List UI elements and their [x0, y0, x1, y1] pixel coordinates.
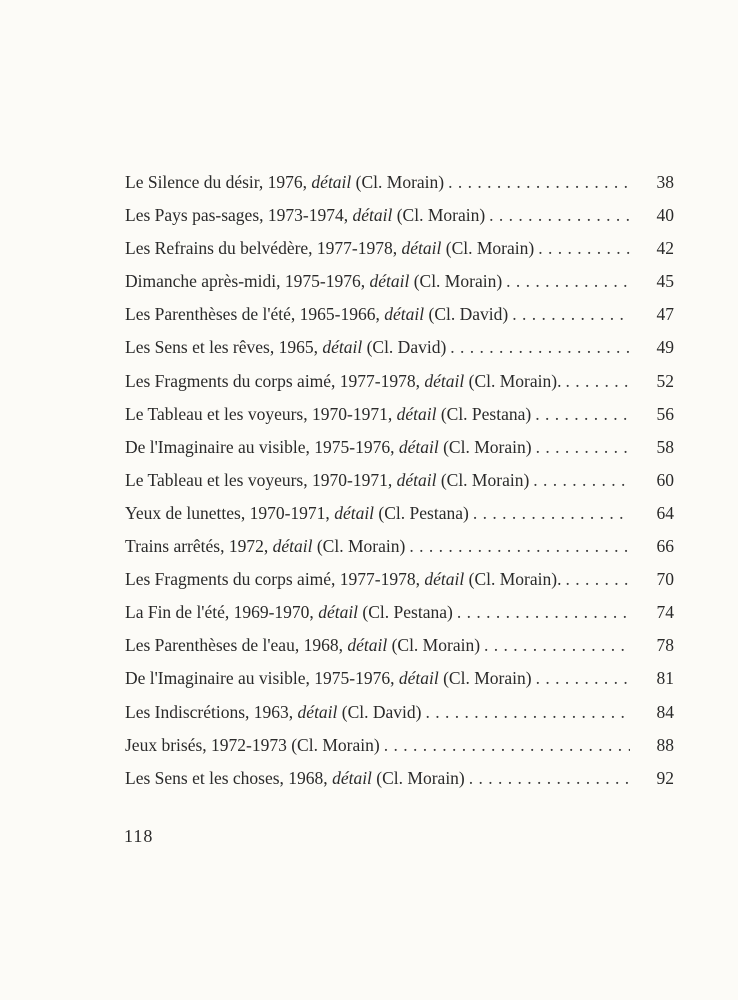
- page-number: 60: [656, 469, 674, 490]
- entry-title: Les Parenthèses de l'été, 1965-1966,: [125, 304, 385, 325]
- entry-title: Les Fragments du corps aimé, 1977-1978,: [125, 370, 425, 391]
- entry-credit: (Cl. Morain): [392, 205, 486, 226]
- entry-title: Les Fragments du corps aimé, 1977-1978,: [125, 569, 425, 590]
- page-number: 64: [656, 502, 674, 523]
- dot-leader: [409, 536, 630, 557]
- entry-title: Yeux de lunettes, 1970-1971,: [125, 502, 335, 523]
- toc-entry: [125, 271, 674, 304]
- toc-entry: [125, 635, 674, 668]
- toc-entry: [125, 238, 674, 271]
- page-number: 42: [656, 238, 674, 259]
- dot-leader: [565, 371, 630, 392]
- entry-title: La Fin de l'été, 1969-1970,: [125, 602, 319, 623]
- dot-leader: [512, 304, 630, 325]
- page-number: 88: [656, 734, 674, 755]
- page-number: 58: [656, 436, 674, 457]
- entry-credit: (Cl. Morain): [387, 635, 481, 656]
- entry-title: Dimanche après-midi, 1975-1976,: [125, 271, 370, 292]
- entry-credit: (Cl. Morain): [371, 767, 465, 788]
- toc-entry: [125, 205, 674, 238]
- page-number: 66: [656, 536, 674, 557]
- page-number: 49: [656, 337, 674, 358]
- entry-detail: détail: [297, 701, 338, 722]
- folio-page-number: 118: [124, 826, 154, 846]
- dot-leader: [484, 635, 630, 656]
- entry-credit: (Cl. David): [424, 304, 509, 325]
- page-number: 78: [656, 635, 674, 656]
- page-number: 47: [656, 304, 674, 325]
- entry-detail: détail: [311, 172, 352, 192]
- page-number: 40: [656, 205, 674, 226]
- entry-detail: détail: [401, 238, 442, 259]
- entry-credit: (Cl. Morain): [286, 734, 380, 755]
- dot-leader: [457, 602, 630, 623]
- entry-detail: détail: [369, 271, 410, 292]
- toc-entry: [125, 172, 674, 205]
- entry-detail: détail: [272, 536, 313, 557]
- page-number: 38: [656, 172, 674, 192]
- entry-detail: détail: [396, 469, 437, 490]
- entry-title: Le Silence du désir, 1976,: [125, 172, 312, 192]
- entry-detail: détail: [332, 767, 372, 788]
- entry-credit: (Cl. Morain): [351, 172, 445, 192]
- entry-credit: (Cl. Morain).: [464, 569, 562, 590]
- dot-leader: [536, 668, 630, 689]
- entry-credit: (Cl. Morain): [409, 271, 503, 292]
- dot-leader: [426, 702, 631, 723]
- dot-leader: [533, 470, 630, 491]
- entry-credit: (Cl. David): [337, 701, 422, 722]
- dot-leader: [506, 271, 630, 292]
- entry-detail: détail: [424, 370, 465, 391]
- toc-entry: [125, 768, 674, 801]
- entry-detail: détail: [334, 502, 375, 523]
- dot-leader: [535, 404, 630, 425]
- page-number: 56: [656, 403, 674, 424]
- toc-entry: [125, 503, 674, 536]
- entry-detail: détail: [398, 668, 439, 689]
- entry-title: Le Tableau et les voyeurs, 1970-1971,: [125, 469, 397, 490]
- toc-entry: [125, 337, 674, 370]
- toc-entry: [125, 735, 674, 768]
- page-number: 74: [656, 602, 674, 623]
- toc-entry: [125, 304, 674, 337]
- entry-credit: (Cl. Morain): [438, 436, 532, 457]
- page-number: 52: [656, 370, 674, 391]
- entry-detail: détail: [352, 205, 393, 226]
- entry-title: Les Indiscrétions, 1963,: [125, 701, 298, 722]
- dot-leader: [473, 503, 630, 524]
- entry-credit: (Cl. David): [362, 337, 447, 358]
- entry-title: Le Tableau et les voyeurs, 1970-1971,: [125, 403, 397, 424]
- entry-detail: détail: [396, 403, 437, 424]
- entry-credit: (Cl. Pestana): [374, 502, 469, 523]
- entry-title: Les Refrains du belvédère, 1977-1978,: [125, 238, 402, 259]
- page-number: 84: [656, 701, 674, 722]
- entry-credit: (Cl. Morain): [438, 668, 532, 689]
- entry-title: Trains arrêtés, 1972,: [125, 536, 273, 557]
- toc-entry: [125, 371, 674, 404]
- page-number: 81: [656, 668, 674, 689]
- toc-entry: [125, 470, 674, 503]
- page-number: 70: [656, 569, 674, 590]
- entry-detail: détail: [318, 602, 359, 623]
- entry-credit: (Cl. Morain): [312, 536, 406, 557]
- entry-title: Les Sens et les rêves, 1965,: [125, 337, 323, 358]
- dot-leader: [536, 437, 630, 458]
- entry-detail: détail: [384, 304, 425, 325]
- toc-entry: [125, 569, 674, 602]
- dot-leader: [384, 735, 630, 756]
- toc-entry: [125, 602, 674, 635]
- entry-title: Les Sens et les choses, 1968,: [125, 767, 333, 788]
- entry-credit: (Cl. Morain): [436, 469, 530, 490]
- entry-credit: (Cl. Pestana): [436, 403, 532, 424]
- dot-leader: [489, 205, 630, 226]
- page-number: 92: [656, 767, 674, 788]
- toc-entry: [125, 668, 674, 701]
- toc-entry: [125, 437, 674, 470]
- entry-title: Les Parenthèses de l'eau, 1968,: [125, 635, 348, 656]
- entry-title: Jeux brisés, 1972-1973: [125, 734, 287, 755]
- entry-credit: (Cl. Morain).: [464, 370, 562, 391]
- entry-title: Les Pays pas-sages, 1973-1974,: [125, 205, 353, 226]
- toc-entry: [125, 404, 674, 437]
- table-of-contents: [125, 172, 674, 801]
- entry-detail: détail: [322, 337, 363, 358]
- toc-entry: [125, 536, 674, 569]
- toc-entry: [125, 702, 674, 735]
- entry-detail: détail: [347, 635, 388, 656]
- dot-leader: [448, 172, 630, 193]
- dot-leader: [450, 337, 630, 358]
- entry-title: De l'Imaginaire au visible, 1975-1976,: [125, 668, 399, 689]
- entry-title: De l'Imaginaire au visible, 1975-1976,: [125, 436, 399, 457]
- dot-leader: [565, 569, 630, 590]
- entry-credit: (Cl. Pestana): [358, 602, 453, 623]
- entry-detail: détail: [398, 436, 439, 457]
- entry-detail: détail: [424, 569, 465, 590]
- dot-leader: [469, 768, 630, 789]
- page-number: 45: [656, 271, 674, 292]
- dot-leader: [538, 238, 630, 259]
- entry-credit: (Cl. Morain): [441, 238, 535, 259]
